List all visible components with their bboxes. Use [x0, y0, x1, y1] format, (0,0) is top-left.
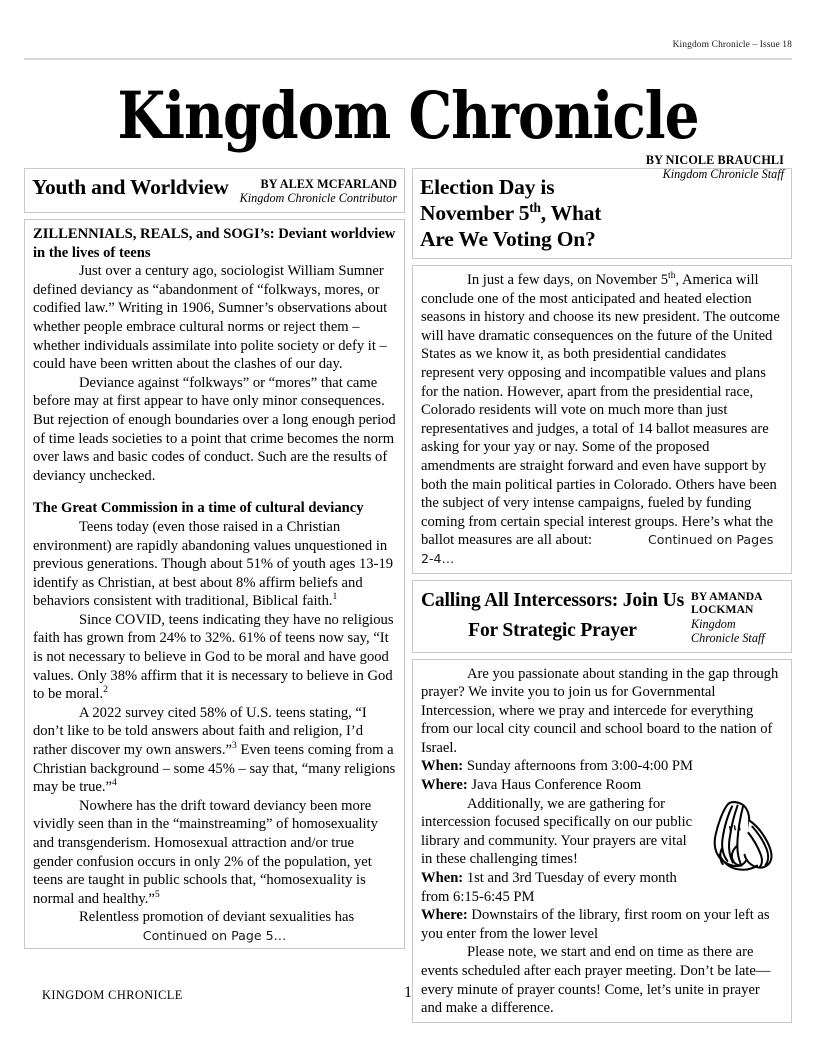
right-article-1-headline-box: [412, 153, 792, 259]
right-article-2-when-1: [421, 757, 783, 776]
when-label-2: When:: [421, 870, 464, 887]
where-label-1: Where:: [421, 777, 468, 794]
left-paragraph-1: Just over a century ago, sociologist William Sumner defined deviancy as “abandonment of “folkways, mores, or codified law.” Writing in 1906, Sumner’s observations about whether people embrace cultural norms or reject them – whether individuals assimilate into polite society or defy it – could have been written about the clashes of our day.: [33, 263, 388, 373]
footer-page-number: 1: [404, 984, 412, 1001]
left-paragraph-5-text-b: Even teens coming from a Christian background – some 45% – say that, “many religions may be true.”: [33, 742, 396, 796]
header-rule: [24, 58, 792, 60]
left-article-body: [33, 225, 396, 944]
left-byline-wrap: [229, 174, 397, 206]
right-article-1-para-text-b: , America will conclude one of the most anticipated and heated election seasons in history and choose its new president. The outcome will have dramatic consequences on the future of the United States as we know it, as both presidential candidates represent very opposing and incompatible values and plans for the nation. However, apart from the presidential race, Colorado residents will vote on much more than just representatives and judges, a total of 14 ballot measures are asking for your yay or nay. Some of the proposed amendments are straight forward and even have support by both the main political parties in Colorado. Others have been the subject of very intense campaigns, fueled by funding coming from certain special interest groups. Here’s what the ballot measures are all about:: [421, 272, 780, 549]
when-label-1: When:: [421, 758, 464, 775]
left-article-byline-sub: Kingdom Chronicle Contributor: [239, 191, 397, 205]
right-article-2-body-box: [412, 659, 792, 1023]
right-article-1-continued-notice[interactable]: Continued on Pages 2-4…: [421, 532, 774, 566]
left-footnote-ref-5: 5: [154, 888, 160, 900]
when-value-2: 1st and 3rd Tuesday of every month from 6:15-6:45 PM: [421, 870, 677, 905]
left-paragraph-2: Deviance against “folkways” or “mores” that came before may at first appear to have only minor consequences. But rejection of enough boundaries over a long enough period of time leads societies to a point that crime becomes the norm over laws and basic codes of conduct. Such are the results of deviancy unchecked.: [33, 374, 396, 484]
right-article-2-body: [421, 665, 783, 1018]
left-paragraph-4: [33, 611, 396, 704]
right-article-1-byline: BY NICOLE BRAUCHLI: [645, 153, 784, 167]
left-headline-box: [24, 168, 405, 213]
left-paragraph-6: [33, 797, 396, 909]
left-footnote-ref-2: 2: [103, 684, 108, 696]
left-article-body-box: [24, 219, 405, 949]
right-article-1-byline-wrap: [646, 153, 784, 182]
right-article-1-body: [421, 271, 783, 569]
right-article-1-headline-part-1: Election Day is November 5: [420, 175, 555, 225]
left-paragraph-3-text: Teens today (even those raised in a Christian environment) are rapidly abandoning values unquestioned in previous generations. Though about 51% of youth ages 13-19 identify as Christian, at best about 8% affirm beliefs and behaviors consistent with traditional, Biblical faith.: [33, 518, 394, 610]
right-article-2-where-1: [421, 776, 783, 795]
where-label-2: Where:: [421, 907, 468, 924]
right-article-2-byline: BY AMANDA LOCKMAN: [691, 589, 762, 616]
left-footnote-ref-1: 1: [332, 591, 338, 603]
page-footer: [24, 984, 792, 1010]
right-article-1-para-text-a: In just a few days, on November 5: [467, 272, 669, 288]
right-article-2-paragraph-1: Are you passionate about standing in the gap through prayer? We invite you to join us for Governmental Intercession, where we pray and intercede for everything from our local city council and school board to the nation of Israel.: [421, 665, 779, 756]
left-paragraph-7: Relentless promotion of deviant sexualities has: [79, 909, 355, 926]
right-article-1-headline-part-2: , What Are We Voting On?: [420, 201, 602, 251]
left-article-byline: BY ALEX MCFARLAND: [260, 177, 397, 191]
when-value-1: Sunday afternoons from 3:00-4:00 PM: [466, 758, 694, 775]
running-header: Kingdom Chronicle – Issue 18: [672, 40, 792, 50]
right-column: [412, 153, 792, 1023]
left-paragraph-4-text: Since COVID, teens indicating they have no religious faith has grown from 24% to 32%. 61% of teens now say, “It is not necessary to believe in God to be moral and have good values. Only 38% affirm that it is necessary to believe in God to be moral.: [33, 611, 394, 703]
left-paragraph-6-text: Nowhere has the drift toward deviancy been more vividly seen than in the “mainstreaming” of homosexuality and transgenderism. Homosexual attraction and/or true gender confusion occurs in only 2% of the population, yet teens are taught in public schools that, “homosexuality is normal and healthy.”: [33, 797, 378, 907]
left-paragraph-3: [33, 518, 396, 611]
masthead-title: Kingdom Chronicle: [117, 78, 699, 155]
left-subhead-2: The Great Commission in a time of cultural deviancy: [33, 500, 364, 517]
praying-hands-icon: [703, 797, 783, 875]
where-value-1: Java Haus Conference Room: [471, 777, 642, 794]
left-column: [24, 168, 405, 949]
right-article-2-paragraph-2: Additionally, we are gathering for intercession focused specifically on our public library and community. Your prayers are vital in these challenging times!: [421, 795, 693, 868]
left-subhead-1: ZILLENNIALS, REALS, and SOGI’s: Deviant worldview in the lives of teens: [33, 226, 396, 261]
where-value-2: Downstairs of the library, first room on your left as you enter from the lower level: [421, 907, 770, 942]
footer-publication-title: KINGDOM CHRONICLE: [42, 988, 183, 1002]
right-article-1-paragraph-1: [421, 271, 783, 569]
right-article-1-byline-sub: Kingdom Chronicle Staff: [662, 167, 784, 181]
right-article-1-headline: [420, 174, 638, 252]
right-article-1-headline-ordinal: th: [529, 199, 541, 215]
right-article-2-headline: Calling All Intercessors: Join Us For Strategic Prayer: [420, 589, 684, 641]
left-paragraph-5: [33, 704, 396, 797]
left-article-headline: Youth and Worldview: [32, 175, 229, 199]
left-paragraph-5-text-a: A 2022 survey cited 58% of U.S. teens stating, “I don’t like to be told answers about faith and religion, I’d rather discover my own answers.”: [33, 704, 367, 759]
left-continued-notice[interactable]: Continued on Page 5…: [142, 927, 287, 943]
right-article-1-para-ordinal: th: [668, 270, 676, 282]
right-article-2-paragraph-3: Please note, we start and end on time as there are events scheduled after each prayer meeting. Don’t be late—every minute of prayer counts! Come, let’s unite in prayer and make a difference.: [421, 944, 771, 1017]
right-article-2-byline-sub: Kingdom Chronicle Staff: [691, 616, 765, 645]
right-article-2-headline-box: [412, 580, 792, 653]
right-article-1-body-box: [412, 265, 792, 574]
left-footnote-ref-4: 4: [112, 777, 117, 789]
right-article-2-where-2: [421, 906, 783, 943]
right-article-2-byline-wrap: [685, 586, 784, 646]
left-footnote-ref-3: 3: [231, 740, 237, 752]
